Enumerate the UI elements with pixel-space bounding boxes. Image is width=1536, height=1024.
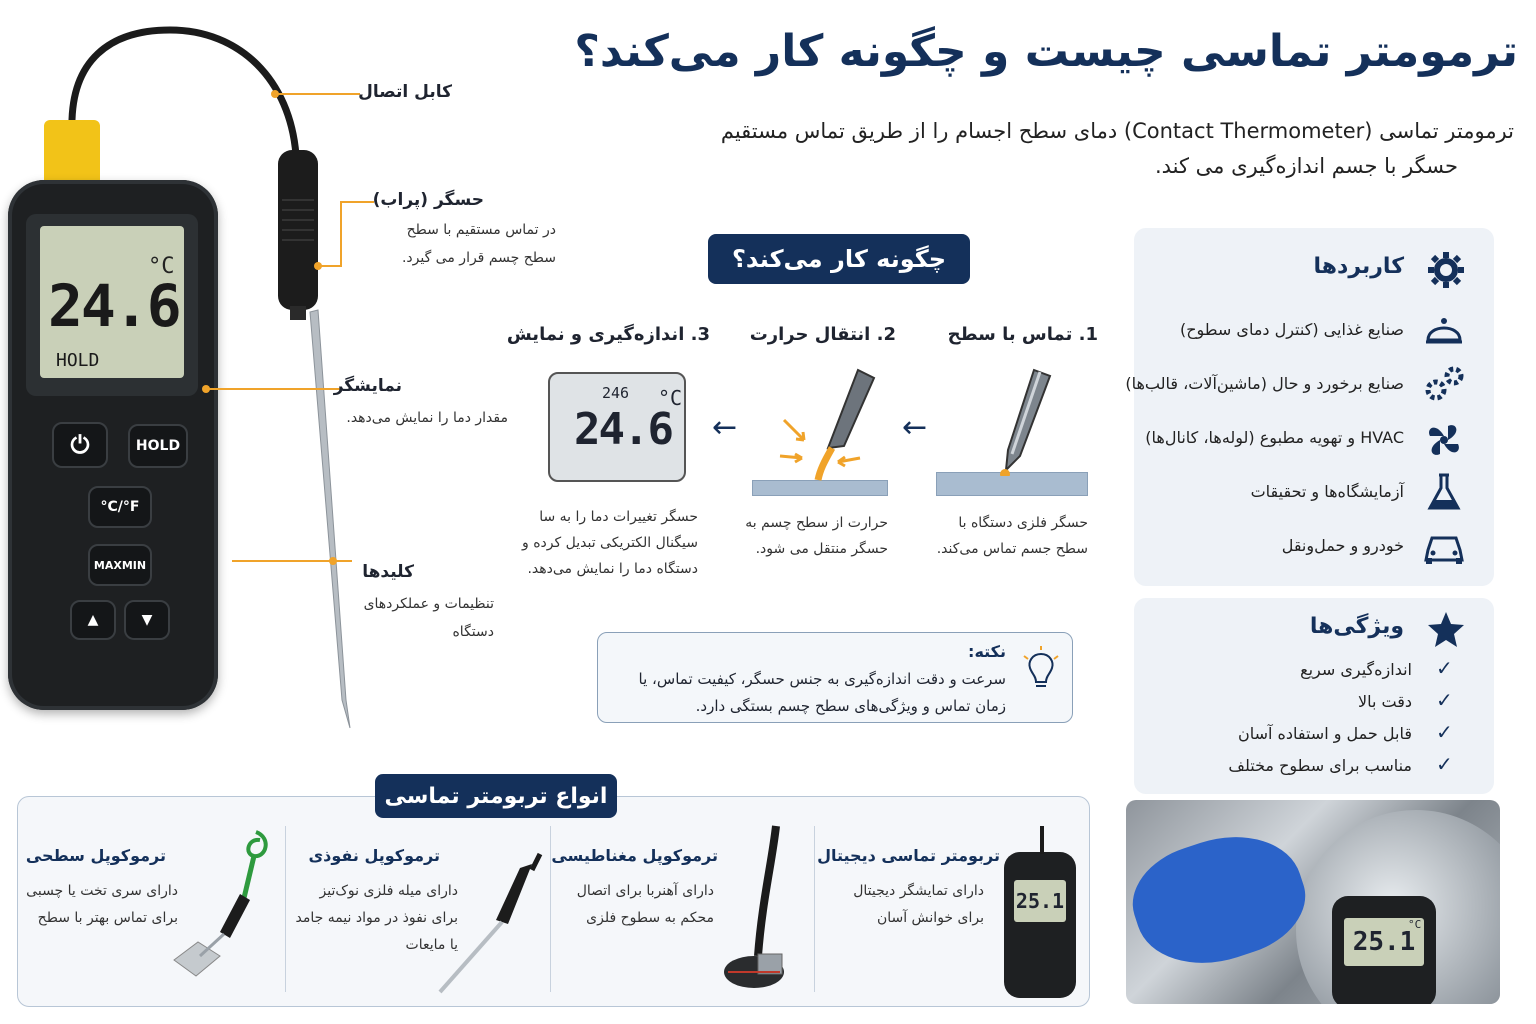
step-3-title: 3. اندازه‌گیری و نمایش bbox=[506, 324, 710, 345]
type-surface-desc-line-2: برای تماس بهتر با سطح bbox=[37, 910, 178, 926]
step-2-description bbox=[745, 510, 888, 562]
type-surface-title: ترموکوپل سطحی bbox=[25, 846, 166, 865]
power-button[interactable]: ⏻ bbox=[52, 422, 108, 468]
lightbulb-icon bbox=[1020, 646, 1062, 692]
probe-desc-line-2: سطح چسم قرار می گیرد. bbox=[401, 250, 556, 266]
type-digital-description bbox=[853, 878, 984, 932]
up-button[interactable]: ▲ bbox=[70, 600, 116, 640]
keys-desc-line-1: تنظیمات و عملکردهای bbox=[363, 596, 494, 612]
display-dot bbox=[202, 385, 210, 393]
down-button[interactable]: ▼ bbox=[124, 600, 170, 640]
feature-item-portable: قابل حمل و استفاده آسان bbox=[1237, 724, 1412, 743]
connector-plug bbox=[44, 120, 100, 186]
star-icon bbox=[1426, 610, 1466, 648]
step-3-lcd-small: 246 bbox=[602, 384, 630, 402]
check-icon: ✓ bbox=[1436, 752, 1453, 776]
display-title: نمایشگر bbox=[333, 376, 402, 396]
step-3-lcd-unit: °C bbox=[658, 386, 683, 410]
type-surface-description bbox=[26, 878, 178, 932]
application-item-food: صنایع غذایی (کنترل دمای سطوح) bbox=[1179, 320, 1404, 339]
types-banner: انواع تربومتر تماسی bbox=[375, 774, 617, 818]
type-surface-desc-line-1: دارای سری تخت یا چسبی bbox=[26, 883, 178, 899]
type-magnetic-title: ترموکوپل مغناطیسی bbox=[551, 846, 718, 865]
note-title: نکته: bbox=[968, 642, 1006, 661]
arrow-1-icon: ← bbox=[902, 410, 928, 445]
type-penetration-desc-line-1: دارای میله فلزی نوک‌تیز bbox=[319, 883, 458, 899]
probe-dot bbox=[314, 262, 322, 270]
step-3-desc-line-2: سیگنال الکتریکی تبدیل کرده و bbox=[522, 535, 698, 551]
type-digital-title: تربومتر تماسی دیجیتال bbox=[817, 846, 1000, 865]
display-leader bbox=[206, 388, 340, 390]
step-1-desc-line-1: حسگر فلزی دستگاه با bbox=[958, 515, 1088, 531]
cable-leader bbox=[276, 93, 360, 95]
probe-description bbox=[402, 216, 556, 272]
lcd-value: 24.6 bbox=[48, 272, 180, 340]
type-penetration-title: ترموکوپل نفوذی bbox=[308, 846, 440, 865]
check-icon: ✓ bbox=[1436, 720, 1453, 744]
note-line-2: زمان تماس و ویژگی‌های سطح چسم بستگی دارد. bbox=[695, 697, 1006, 715]
feature-item-fast: اندازه‌گیری سریع bbox=[1300, 660, 1412, 679]
flask-icon bbox=[1426, 472, 1462, 512]
features-title: ویژگی‌ها bbox=[1309, 614, 1404, 639]
feature-item-surfaces: مناسب برای سطوح مختلف bbox=[1228, 756, 1412, 775]
type-magnetic-description bbox=[577, 878, 714, 932]
step-1-description bbox=[937, 510, 1088, 562]
type-digital-desc-line-1: دارای تمایشگر دیجیتال bbox=[853, 883, 984, 899]
type-penetration-image bbox=[436, 850, 546, 996]
arrow-2-icon: ← bbox=[712, 410, 738, 445]
gear-icon bbox=[1426, 250, 1466, 290]
display-description: مقدار دما را نمایش می‌دهد. bbox=[346, 410, 508, 426]
note-text bbox=[639, 666, 1006, 720]
check-icon: ✓ bbox=[1436, 688, 1453, 712]
photo-gloved-hand bbox=[1126, 817, 1318, 984]
type-magnetic-desc-line-2: محکم به سطوح فلزی bbox=[586, 910, 714, 926]
step-3-desc-line-3: دستگاه دما را نمایش می‌دهد. bbox=[527, 561, 698, 577]
fan-icon bbox=[1424, 420, 1464, 460]
step-3-desc-line-1: حسگر تغییرات دما را به سا bbox=[539, 509, 698, 525]
step-3-description bbox=[522, 504, 698, 582]
maxmin-button[interactable]: MAXMIN bbox=[88, 544, 152, 586]
type-digital-image bbox=[1004, 852, 1076, 998]
intro-line-1: ترمومتر تماسی (Contact Thermometer) دمای سطح اجسام را از طریق تماس مستقیم bbox=[720, 119, 1514, 143]
keys-dot bbox=[329, 557, 337, 565]
types-divider bbox=[285, 826, 286, 992]
type-magnetic-image bbox=[718, 822, 808, 994]
application-item-automotive: خودرو و حمل‌ونقل bbox=[1281, 536, 1404, 555]
unit-toggle-button[interactable]: °C/°F bbox=[88, 486, 152, 528]
probe-title: حسگر (پراب) bbox=[372, 190, 484, 210]
intro-line-2: حسگر با جسم اندازه‌گیری می کند. bbox=[1154, 154, 1458, 178]
type-penetration-description bbox=[295, 878, 458, 959]
type-digital-lcd: 25.1 bbox=[1014, 880, 1066, 922]
car-icon bbox=[1422, 530, 1466, 566]
cable-dot bbox=[271, 90, 279, 98]
applications-title: کاربردها bbox=[1313, 254, 1404, 279]
step-2-title: 2. انتقال حرارت bbox=[749, 324, 896, 345]
application-item-hvac: HVAC و تهویه مطبوع (لوله‌ها، کانال‌ها) bbox=[1145, 428, 1404, 447]
lcd-hold-indicator: HOLD bbox=[56, 350, 100, 371]
type-digital-cable bbox=[1040, 826, 1044, 854]
keys-description bbox=[364, 590, 494, 646]
usage-photo bbox=[1126, 800, 1500, 1004]
step-1-probe-icon bbox=[990, 366, 1060, 476]
step-2-heat-transfer-icon bbox=[776, 366, 886, 484]
gears-icon bbox=[1422, 364, 1466, 404]
page-title: ترمومتر تماسی چیست و چگونه کار می‌کند؟ bbox=[574, 26, 1518, 77]
application-item-lab: آزمایشگاه‌ها و تحقیقات bbox=[1250, 482, 1404, 501]
probe-leader-vertical bbox=[340, 201, 342, 266]
step-2-desc-line-2: حسگر منتقل می شود. bbox=[755, 541, 888, 557]
feature-item-accuracy: دقت بالا bbox=[1357, 692, 1412, 711]
step-1-title: 1. تماس با سطح bbox=[947, 324, 1098, 345]
type-penetration-desc-line-3: یا مایعات bbox=[405, 937, 458, 953]
type-surface-image bbox=[168, 828, 274, 984]
note-line-1: سرعت و دقت اندازه‌گیری به جنس حسگر، کیفیت تماس، یا bbox=[638, 670, 1006, 688]
food-cloche-icon bbox=[1424, 312, 1464, 348]
photo-lcd: 25.1 bbox=[1344, 918, 1424, 966]
step-3-lcd-value: 24.6 bbox=[574, 404, 672, 455]
type-magnetic-desc-line-1: دارای آهنربا برای اتصال bbox=[576, 883, 714, 899]
how-it-works-banner: چگونه کار می‌کند؟ bbox=[708, 234, 970, 284]
probe-rod bbox=[310, 310, 350, 728]
probe-leader-top bbox=[340, 201, 374, 203]
keys-desc-line-2: دستگاه bbox=[452, 624, 494, 640]
application-item-industry: صنایع برخورد و حال (ماشین‌آلات، قالب‌ها) bbox=[1125, 374, 1404, 393]
types-divider bbox=[814, 826, 815, 992]
step-1-desc-line-2: سطح جسم تماس می‌کند. bbox=[936, 541, 1088, 557]
lcd-unit: °C bbox=[148, 254, 175, 279]
intro-text bbox=[674, 114, 1514, 184]
hold-button[interactable]: HOLD bbox=[128, 424, 188, 468]
check-icon: ✓ bbox=[1436, 656, 1453, 680]
photo-lcd-unit: °C bbox=[1408, 918, 1422, 931]
keys-title: کلیدها bbox=[362, 562, 414, 582]
probe-desc-line-1: در تماس مستقیم با سطح bbox=[406, 222, 556, 238]
type-penetration-desc-line-2: برای نفوذ در مواد نیمه جامد bbox=[295, 910, 458, 926]
type-digital-desc-line-2: برای خوانش آسان bbox=[876, 910, 984, 926]
cable-label: کابل اتصال bbox=[358, 82, 452, 102]
step-2-desc-line-1: حرارت از سطح چسم به bbox=[745, 515, 888, 531]
